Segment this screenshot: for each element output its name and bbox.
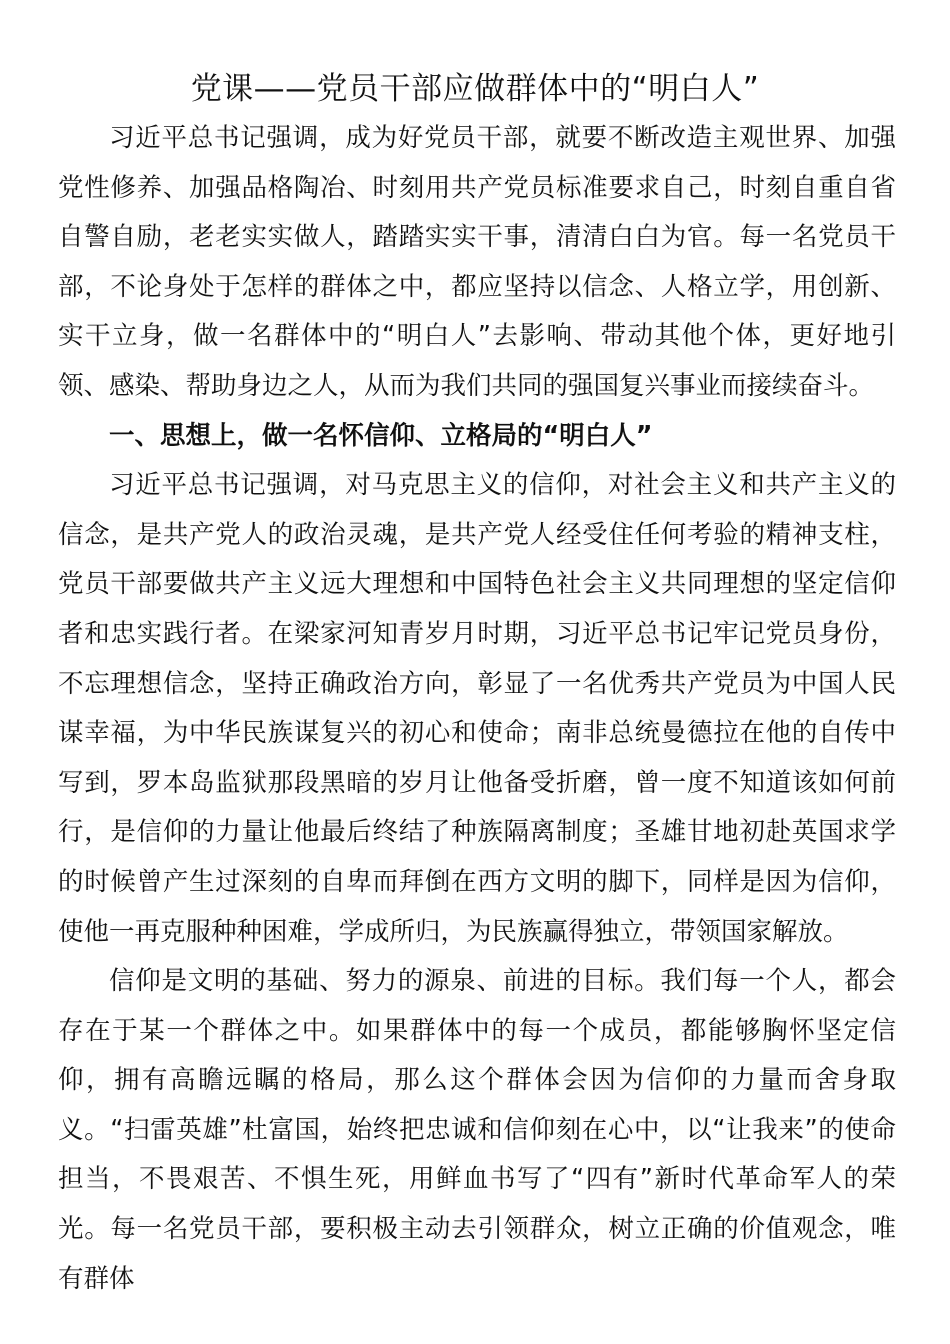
paragraph-section-1-b: 信仰是文明的基础、努力的源泉、前进的目标。我们每一个人，都会存在于某一个群体之中。如果群体中的每一个成员，都能够胸怀坚定信仰，拥有高瞻远瞩的格局，那么这个群体会因为信仰的力量而舍身取义。“扫雷英雄”杜富国，始终把忠诚和信仰刻在心中，以“让我来”的使命担当，不畏艰苦、不惧生死，用鲜血书写了“四有”新时代革命军人的荣光。每一名党员干部，要积极主动去引领群众，树立正确的价值观念，唯有群体 [58, 966, 896, 1294]
document-title: 党课——党员干部应做群体中的“明白人” [190, 71, 760, 107]
document-body [58, 114, 896, 1304]
paragraph-intro: 习近平总书记强调，成为好党员干部，就要不断改造主观世界、加强党性修养、加强品格陶冶、时刻用共产党员标准要求自己，时刻自重自省自警自励，老老实实做人，踏踏实实干事，清清白白为官。每一名党员干部，不论身处于怎样的群体之中，都应坚持以信念、人格立学，用创新、实干立身，做一名群体中的“明白人”去影响、带动其他个体，更好地引领、感染、帮助身边之人，从而为我们共同的强国复兴事业而接续奋斗。 [58, 123, 896, 401]
paragraph-section-1-a: 习近平总书记强调，对马克思主义的信仰，对社会主义和共产主义的信念，是共产党人的政治灵魂，是共产党人经受住任何考验的精神支柱，党员干部要做共产主义远大理想和中国特色社会主义共同理想的坚定信仰者和忠实践行者。在梁家河知青岁月时期，习近平总书记牢记党员身份，不忘理想信念，坚持正确政治方向，彰显了一名优秀共产党员为中国人民谋幸福，为中华民族谋复兴的初心和使命；南非总统曼德拉在他的自传中写到，罗本岛监狱那段黑暗的岁月让他备受折磨，曾一度不知道该如何前行，是信仰的力量让他最后终结了种族隔离制度；圣雄甘地初赴英国求学的时候曾产生过深刻的自卑而拜倒在西方文明的脚下，同样是因为信仰，使他一再克服种种困难，学成所归，为民族赢得独立，带领国家解放。 [58, 470, 896, 947]
section-heading-1: 一、思想上，做一名怀信仰、立格局的“明白人” [109, 420, 653, 451]
